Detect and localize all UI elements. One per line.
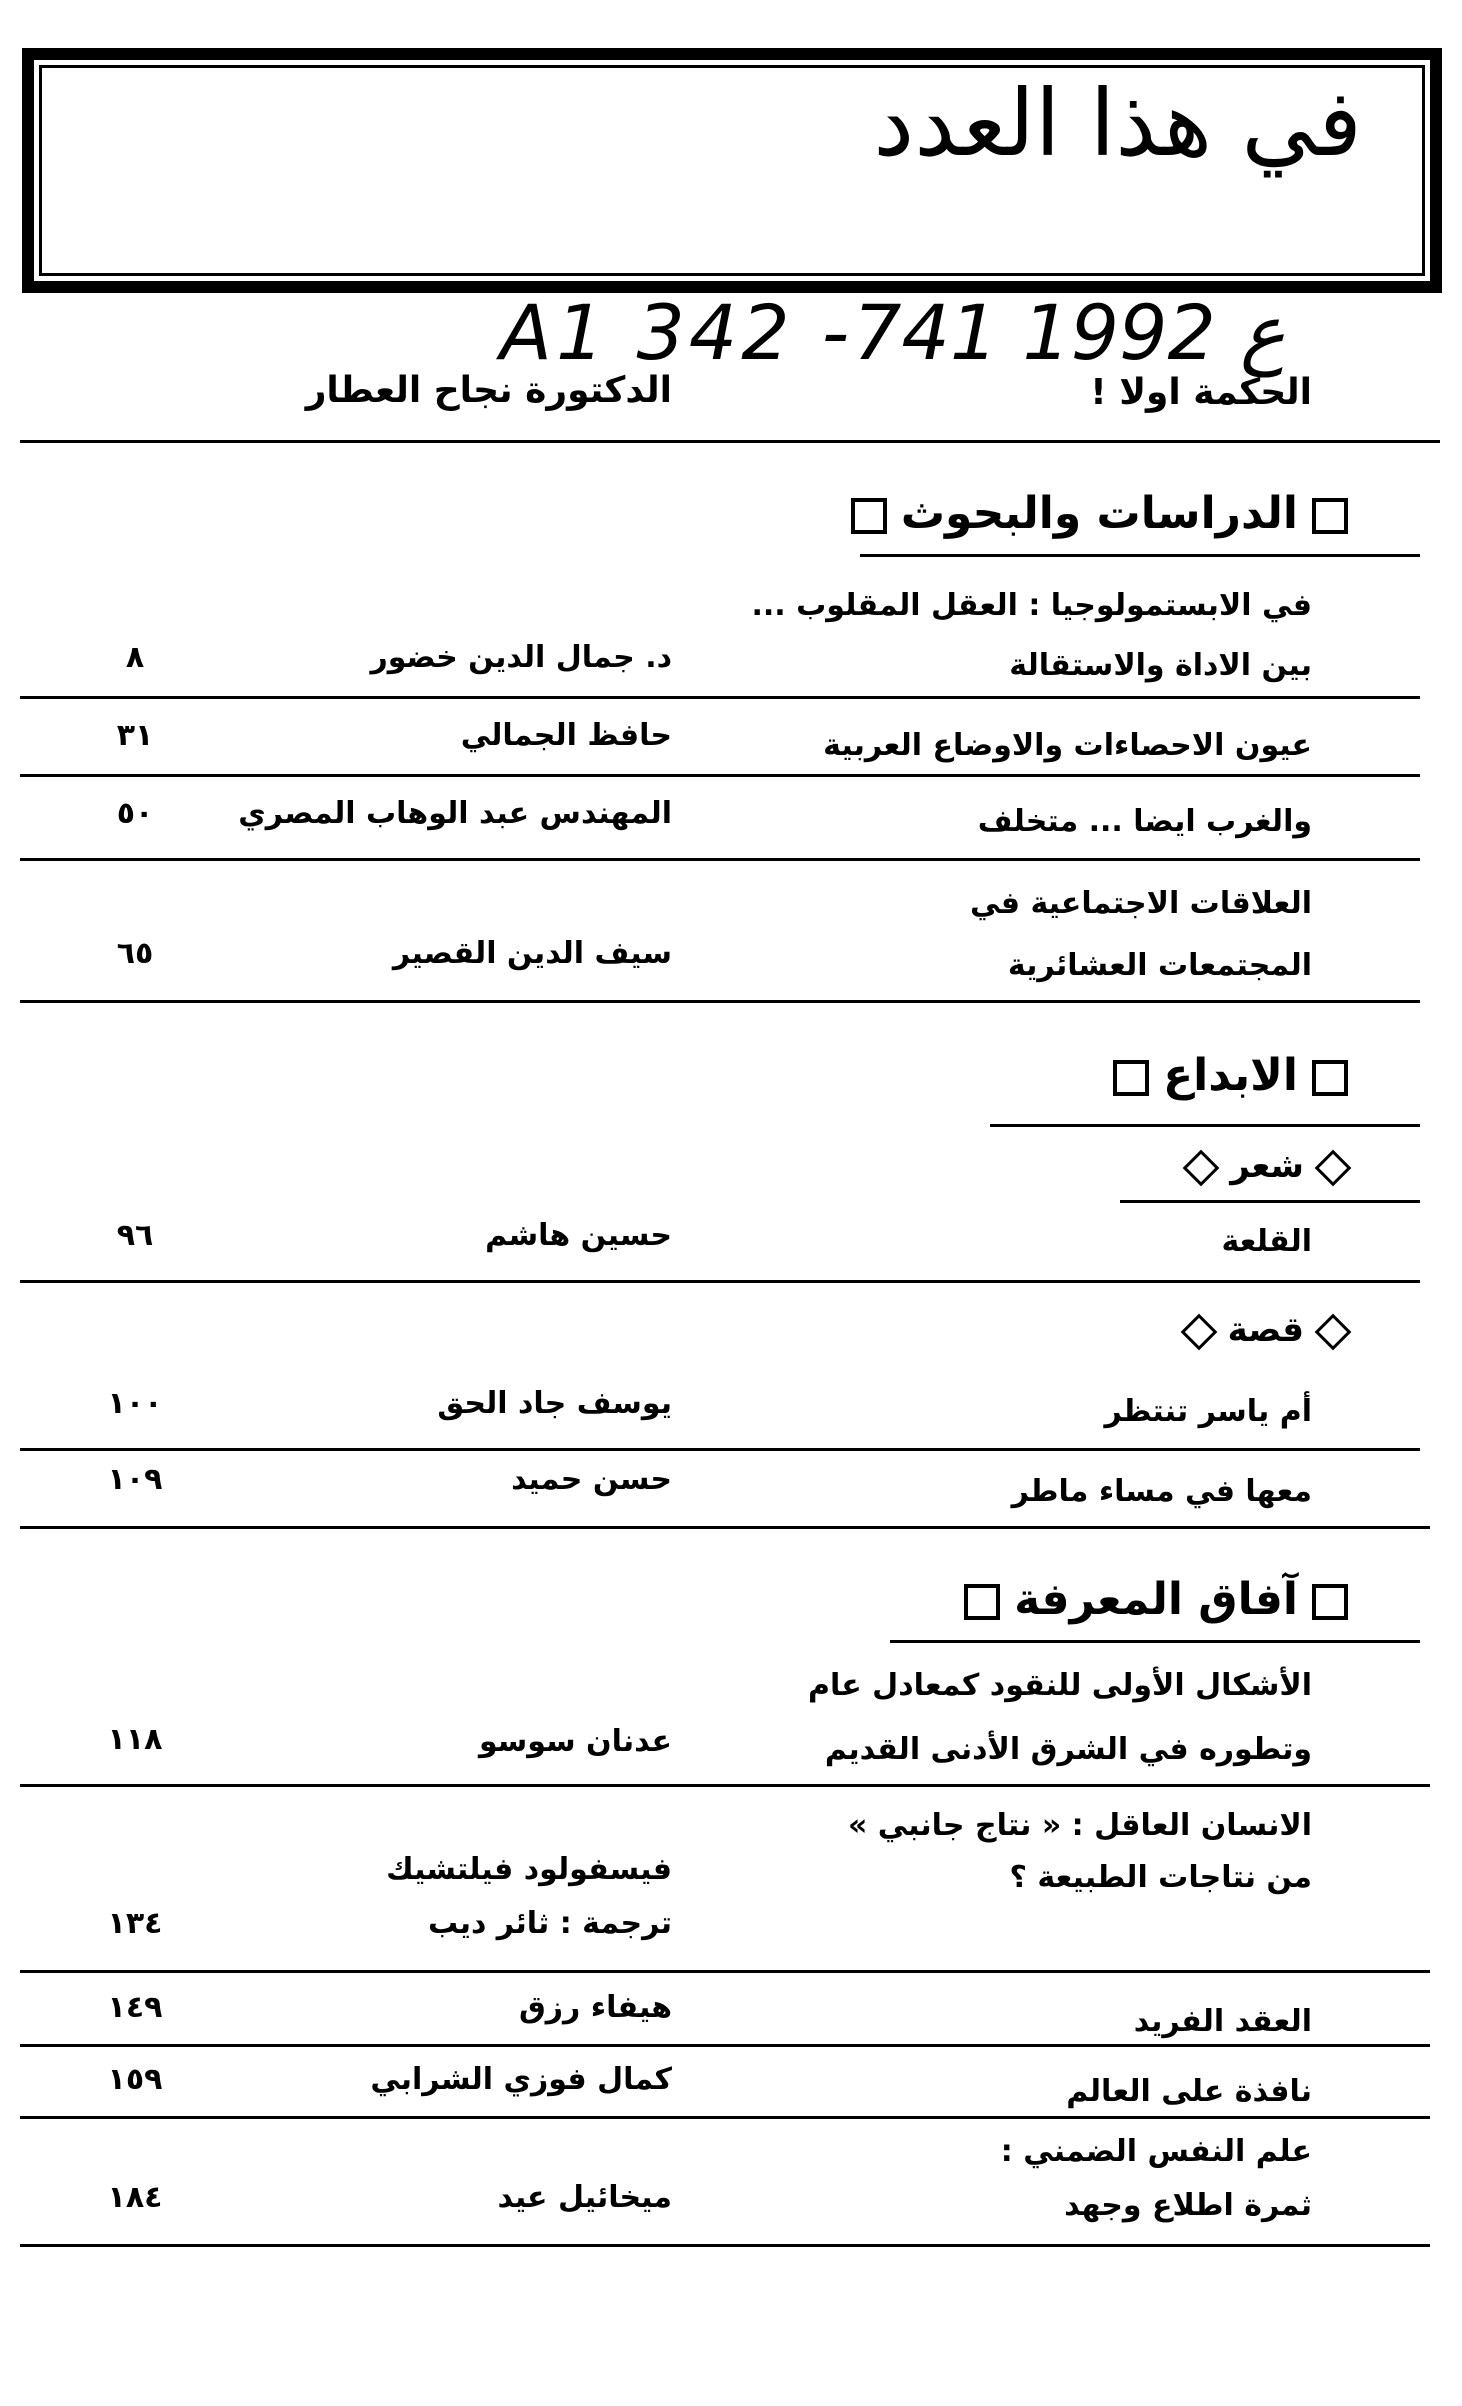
toc-entry-title: الأشكال الأولى للنقود كمعادل عام — [807, 1668, 1312, 1703]
toc-entry-title: معها في مساء ماطر — [1011, 1474, 1312, 1509]
toc-entry-page: ١٨٤ — [107, 2180, 163, 2215]
toc-entry-title: والغرب ايضا ... متخلف — [977, 804, 1312, 839]
toc-entry-page: ٥٠ — [116, 796, 154, 831]
toc-entry-title: القلعة — [1221, 1224, 1312, 1259]
toc-entry-title: العقد الفريد — [1133, 2004, 1312, 2039]
toc-entry-page: ٨ — [125, 640, 145, 675]
checkbox-square-icon — [1312, 1060, 1348, 1096]
toc-entry-author: حافظ الجمالي — [460, 718, 672, 753]
toc-entry-author: د. جمال الدين خضور — [370, 640, 672, 675]
toc-entry-author: هيفاء رزق — [518, 1990, 672, 2025]
divider — [20, 858, 1420, 861]
diamond-bullet-icon — [1315, 1149, 1352, 1186]
banner-title: في هذا العدد — [873, 70, 1362, 177]
toc-entry-translator: ترجمة : ثائر ديب — [427, 1906, 672, 1941]
divider — [20, 1784, 1430, 1787]
divider — [20, 2244, 1430, 2247]
checkbox-square-icon — [1113, 1060, 1149, 1096]
diamond-bullet-icon — [1180, 1313, 1217, 1350]
toc-entry-title: ثمرة اطلاع وجهد — [1064, 2188, 1312, 2223]
divider — [20, 2116, 1430, 2119]
toc-entry-author: عدنان سوسو — [478, 1724, 672, 1759]
editorial-author: الدكتورة نجاح العطار — [305, 370, 672, 411]
divider — [20, 1448, 1420, 1451]
toc-entry-author: كمال فوزي الشرابي — [370, 2062, 672, 2097]
editorial-title: الحكمة اولا ! — [1090, 372, 1312, 413]
toc-entry-title: العلاقات الاجتماعية في — [970, 886, 1312, 921]
checkbox-square-icon — [1312, 1584, 1348, 1620]
divider — [20, 440, 1440, 443]
toc-entry-title: بين الاداة والاستقالة — [1009, 648, 1312, 683]
toc-entry-author: سيف الدين القصير — [392, 936, 672, 971]
divider — [20, 1526, 1430, 1529]
section-underline — [990, 1124, 1420, 1127]
diamond-bullet-icon — [1315, 1313, 1352, 1350]
toc-entry-title: من نتاجات الطبيعة ؟ — [1009, 1860, 1312, 1895]
toc-entry-title: نافذة على العالم — [1066, 2074, 1312, 2109]
toc-entry-title: في الابستمولوجيا : العقل المقلوب ... — [751, 588, 1312, 623]
toc-entry-author: فيسفولود فيلتشيك — [386, 1852, 672, 1887]
section-heading-studies: الدراسات والبحوث — [837, 488, 1362, 539]
divider — [20, 774, 1420, 777]
toc-entry-title: أم ياسر تنتظر — [1104, 1394, 1312, 1429]
diamond-bullet-icon — [1183, 1149, 1220, 1186]
toc-entry-page: ١٠٩ — [107, 1462, 163, 1497]
divider — [20, 2044, 1430, 2047]
subsection-heading-poetry: شعر — [1172, 1146, 1362, 1186]
divider — [20, 696, 1420, 699]
section-heading-knowledge-horizons: آفاق المعرفة — [950, 1574, 1362, 1625]
checkbox-square-icon — [851, 498, 887, 534]
toc-entry-page: ١١٨ — [107, 1722, 163, 1757]
toc-entry-title: وتطوره في الشرق الأدنى القديم — [824, 1732, 1312, 1767]
toc-entry-title: الانسان العاقل : « نتاج جانبي » — [847, 1808, 1312, 1843]
handwritten-catalog-number: A1 342 -ع 1992 741 — [500, 288, 1286, 377]
divider — [20, 1970, 1430, 1973]
toc-entry-page: ٩٦ — [116, 1218, 154, 1253]
toc-entry-page: ١٠٠ — [107, 1386, 163, 1421]
toc-entry-title: علم النفس الضمني : — [1000, 2134, 1312, 2169]
section-underline — [860, 554, 1420, 557]
divider — [20, 1000, 1420, 1003]
subsection-underline — [1120, 1200, 1420, 1203]
subsection-heading-story: قصة — [1170, 1310, 1362, 1350]
toc-entry-page: ٣١ — [116, 718, 154, 753]
divider — [20, 1280, 1420, 1283]
toc-entry-page: ١٥٩ — [107, 2062, 163, 2097]
toc-entry-title: عيون الاحصاءات والاوضاع العربية — [823, 728, 1312, 763]
toc-entry-author: ميخائيل عيد — [497, 2180, 672, 2215]
toc-entry-page: ١٤٩ — [107, 1990, 163, 2025]
section-heading-creativity: الابداع — [1099, 1050, 1362, 1101]
toc-entry-author: حسن حميد — [511, 1462, 672, 1497]
section-underline — [890, 1640, 1420, 1643]
toc-entry-author: المهندس عبد الوهاب المصري — [238, 796, 672, 831]
toc-entry-author: يوسف جاد الحق — [437, 1386, 672, 1421]
checkbox-square-icon — [964, 1584, 1000, 1620]
toc-entry-page: ٦٥ — [116, 936, 154, 971]
toc-entry-author: حسين هاشم — [485, 1218, 672, 1253]
toc-entry-title: المجتمعات العشائرية — [1007, 948, 1312, 983]
toc-entry-page: ١٣٤ — [107, 1906, 163, 1941]
checkbox-square-icon — [1312, 498, 1348, 534]
